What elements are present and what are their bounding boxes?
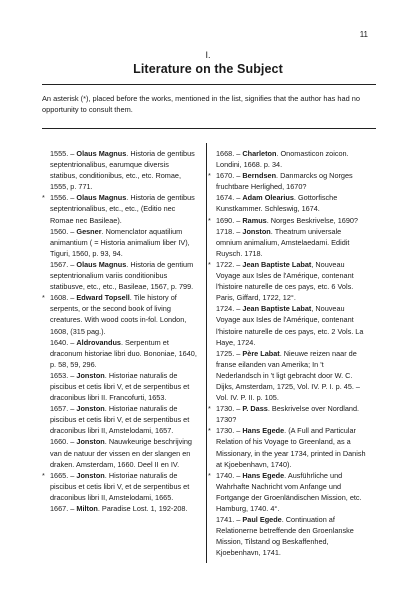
entry-year: 1567. <box>50 259 69 269</box>
entry-citation: . Historiae naturalis de piscibus et cetis libri V, et de serpentibus et draconibus libri II. Francofurti, 1653. <box>50 370 190 403</box>
entry-dash: – <box>234 470 243 480</box>
entry-citation: , Nouveau Voyage aux Isles de l'Amérique, contenant l'histoire naturelle de ces pays, etc. 6 Vols. Paris, Giffard, 1722, 12°. <box>216 259 354 303</box>
entry-dash: – <box>68 404 77 414</box>
bibliography-entry <box>208 470 366 514</box>
entry-year: 1653. <box>50 370 69 380</box>
entry-author: Jonston <box>76 370 105 380</box>
entry-author: Gesner <box>76 226 102 236</box>
entry-author: Olaus Magnus <box>76 193 127 203</box>
asterisk-marker: * <box>208 404 211 414</box>
entry-citation: . Onomasticon zoicon. Londini, 1668. p. 34. <box>216 149 349 170</box>
page-title: Literature on the Subject <box>133 62 283 76</box>
bibliography-entry <box>50 403 198 436</box>
entry-author: Paul Egede <box>242 515 282 525</box>
entry-dash: – <box>68 259 77 269</box>
entry-year: 1690. <box>216 215 235 225</box>
entry-citation: . Gottorfische Kunstkammer. Schleswig, 1674. <box>216 193 338 214</box>
entry-citation: . Paradise Lost. 1, 192-208. <box>97 504 188 513</box>
entry-citation: . Historiae naturalis de piscibus et cetis libri V, et de serpentibus et draconibus libri II, Amstelodami, 1657. <box>50 404 190 436</box>
entry-dash: – <box>68 226 77 236</box>
entry-author: Père Labat <box>242 348 280 358</box>
entry-year: 1668. <box>216 149 235 158</box>
bibliography-entry <box>42 470 198 503</box>
asterisk-marker: * <box>42 193 45 203</box>
entry-dash: – <box>68 370 77 380</box>
entry-dash: – <box>234 426 243 436</box>
entry-author: P. Dass <box>242 404 268 414</box>
column-divider <box>206 143 207 563</box>
entry-citation: . Historia de gentibus septentrionalibus, etc., etc., (Editio nec Romae nec Basileae). <box>50 193 195 225</box>
entry-citation: . Nomenclator aquatilium animantium ( = Historia animalium liber IV), Tiguri, 1560, p. 93, 94. <box>50 226 190 258</box>
asterisk-marker: * <box>208 426 211 436</box>
bibliography-entry <box>50 503 198 514</box>
entry-author: Hans Egede <box>242 470 285 480</box>
entry-author: Jonston <box>76 437 105 447</box>
entry-author: Berndsen <box>242 171 277 181</box>
entry-year: 1741. <box>216 515 235 525</box>
entry-citation: . Tile history of serpents, or the second book of living creatures. With wood coots in-fol. London, 1608, (315 pag.). <box>50 293 187 336</box>
entry-dash: – <box>68 437 77 447</box>
bibliography-entry <box>216 226 366 259</box>
entry-dash: – <box>234 149 243 158</box>
entry-author: Jonston <box>76 404 105 414</box>
entry-dash: – <box>234 515 243 525</box>
bibliography-entry <box>50 226 198 259</box>
entry-citation: . Historiae naturalis de piscibus et cetis libri V, et de serpentibus et draconibus libri II, Amstelodami, 1665. <box>50 470 190 502</box>
entry-citation: . Continuation af Relationerne betreffende den Groenlanske Mission, Tilstand og Beskaffenhed, Kjoebenhavn, 1741. <box>216 515 354 558</box>
bibliography-entry <box>216 514 366 558</box>
top-rule <box>42 84 376 85</box>
right-column <box>208 148 366 558</box>
entry-dash: – <box>234 215 243 225</box>
entry-author: Olaus Magnus <box>76 149 127 158</box>
entry-dash: – <box>68 193 77 203</box>
entry-dash: – <box>68 504 77 513</box>
entry-year: 1608. <box>50 293 69 303</box>
bibliography-entry <box>50 370 198 403</box>
entry-year: 1640. <box>50 337 69 347</box>
entry-year: 1665. <box>50 470 69 480</box>
entry-year: 1667. <box>50 504 69 513</box>
entry-citation: . Historia de gentium septentrionalium variis conditionibus statibusve, etc., etc., Basileae, 1567, p. 799. <box>50 259 194 292</box>
entry-author: Jonston <box>242 226 271 236</box>
bibliography-entry <box>208 425 366 469</box>
entry-dash: – <box>234 171 243 181</box>
entry-citation: . Danmarcks og Norges fruchtbare Herlighed, 1670? <box>216 171 353 192</box>
bibliography-entry <box>216 303 366 347</box>
entry-dash: – <box>68 337 77 347</box>
entry-dash: – <box>68 470 77 480</box>
entry-dash: – <box>234 348 243 358</box>
entry-year: 1730. <box>216 404 235 414</box>
asterisk-marker: * <box>42 293 45 303</box>
intro-note: An asterisk (*), placed before the works, mentioned in the list, signifies that the author has had no opportunity to consult them. <box>42 94 360 115</box>
bibliography-entry <box>42 192 198 225</box>
bibliography-entry <box>208 215 366 226</box>
bibliography-entry <box>216 148 366 170</box>
bibliography-entry <box>50 148 198 192</box>
entry-author: Jonston <box>76 470 105 480</box>
entry-author: Ramus <box>242 215 267 225</box>
bibliography-entry <box>216 192 366 214</box>
entry-citation: . Beskrivelse over Nordland. 1730? <box>216 404 360 425</box>
entry-year: 1722. <box>216 259 235 269</box>
entry-author: Jean Baptiste Labat <box>242 259 312 269</box>
entry-year: 1670. <box>216 171 235 181</box>
bibliography-entry <box>50 436 198 469</box>
bibliography-entry <box>208 403 366 425</box>
entry-dash: – <box>234 193 243 203</box>
entry-citation: . Theatrum universale omnium animalium, Amstelaedami. Edidit Ruysch. 1718. <box>216 226 350 258</box>
entry-year: 1718. <box>216 226 235 236</box>
asterisk-marker: * <box>208 171 211 181</box>
entry-author: Milton <box>76 504 98 513</box>
entry-dash: – <box>234 226 243 236</box>
page-number: 11 <box>359 30 368 39</box>
entry-author: Jean Baptiste Labat <box>242 304 312 314</box>
entry-dash: – <box>234 404 243 414</box>
entry-author: Olaus Magnus <box>76 259 127 269</box>
entry-year: 1730. <box>216 426 235 436</box>
section-number: I. <box>205 50 211 60</box>
entry-citation: . Serpentum et draconum historiae libri duo. Bononiae, 1640, p. 58, 59, 296. <box>50 337 197 369</box>
entry-author: Edward Topsell <box>76 293 130 303</box>
entry-year: 1674. <box>216 193 235 203</box>
entry-year: 1724. <box>216 304 235 314</box>
entry-citation: . Historia de gentibus septentrionalibus, earumque diversis statibus, conditionibus, etc., etc. Romae, 1555, p. 771. <box>50 149 195 192</box>
bibliography-entry <box>50 337 198 370</box>
left-column <box>42 148 198 514</box>
bibliography-entry <box>208 170 366 192</box>
entry-citation: , Nouveau Voyage aux Isles de l'Amérique, contenant l'histoire naturelle de ces pays, etc. 2 Vols. La Haye, 1724. <box>216 304 364 347</box>
entry-dash: – <box>234 304 243 314</box>
asterisk-marker: * <box>208 215 211 225</box>
bibliography-entry <box>42 292 198 336</box>
entry-year: 1725. <box>216 348 235 358</box>
entry-author: Aldrovandus <box>76 337 121 347</box>
bibliography-entry <box>50 259 198 292</box>
asterisk-marker: * <box>42 470 45 480</box>
entry-year: 1556. <box>50 193 69 203</box>
entry-year: 1560. <box>50 226 69 236</box>
entry-year: 1657. <box>50 404 69 414</box>
entry-citation: . (A Full and Particular Relation of his Voyage to Greenland, as a Missionary, in the year 1734, printed in Danish at Kjoebenhavn, 1740). <box>216 426 366 469</box>
middle-rule <box>42 128 376 129</box>
entry-year: 1740. <box>216 470 235 480</box>
asterisk-marker: * <box>208 259 211 269</box>
entry-citation: . Nieuwe reizen naar de franse eilanden van Amerika; In 't Nederlandsch in 't ligt gebracht door W. C. Dijks, Amsterdam, 1725, Vol. IV. P. I. p. 45. – Vol. IV. P. II. p. 105. <box>216 348 360 403</box>
entry-citation: . Ausführliche und Wahrhafte Nachricht vom Anfange und Fortgange der Groenländischen Mission, etc. Hamburg, 1740. 4°. <box>216 470 362 513</box>
entry-author: Hans Egede <box>242 426 285 436</box>
bibliography-entry <box>208 259 366 303</box>
entry-dash: – <box>234 259 243 269</box>
entry-dash: – <box>68 293 77 303</box>
entry-author: Adam Olearius <box>242 193 294 203</box>
entry-year: 1660. <box>50 437 69 447</box>
entry-author: Charleton <box>242 149 277 158</box>
entry-citation: . Nauwkeurige beschrijving van de natuur der vissen en der slangen en draken. Amsterdam, 1660. Deel II en IV. <box>50 437 192 469</box>
entry-year: 1555. <box>50 149 69 158</box>
entry-dash: – <box>68 149 77 158</box>
asterisk-marker: * <box>208 470 211 480</box>
bibliography-entry <box>216 348 366 403</box>
entry-citation: . Norges Beskrivelse, 1690? <box>266 215 358 225</box>
